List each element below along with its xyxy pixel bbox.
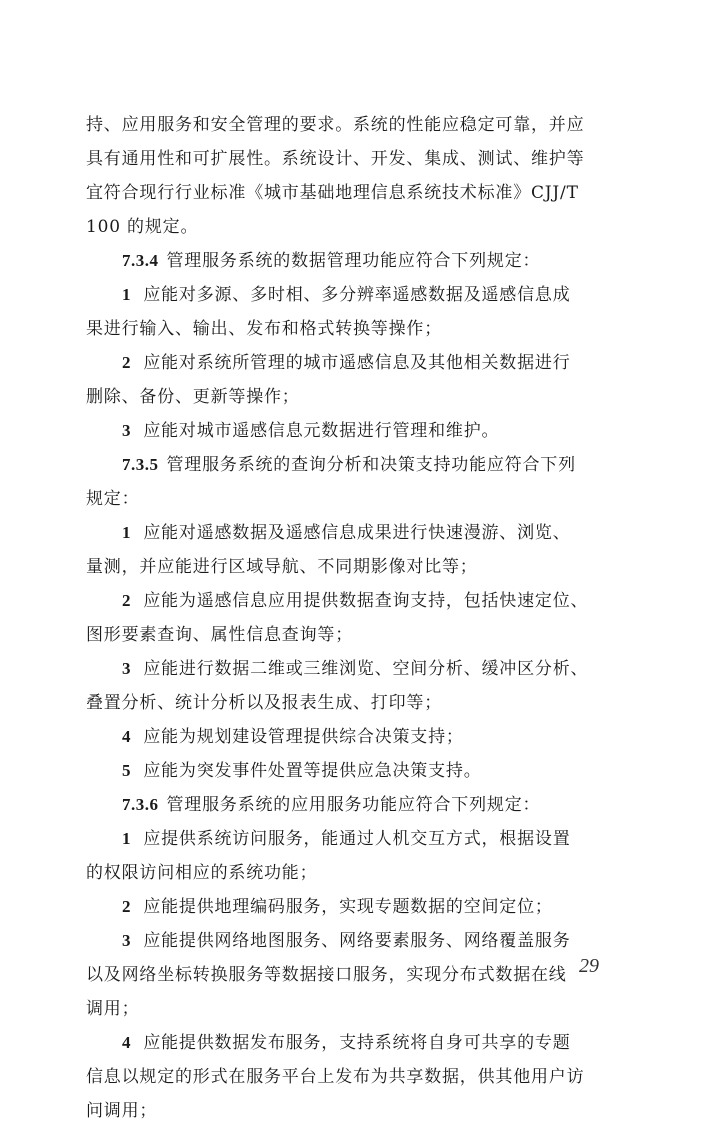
line-text: 管理服务系统的数据管理功能应符合下列规定：	[166, 251, 541, 271]
text-line	[86, 312, 626, 346]
item-number: 4	[122, 1033, 132, 1052]
section-number: 7.3.5	[122, 455, 159, 474]
line-text: 规定：	[86, 489, 140, 509]
text-line	[86, 856, 626, 890]
item-number: 4	[122, 727, 132, 746]
line-text: 信息以规定的形式在服务平台上发布为共享数据，供其他用户访	[86, 1067, 585, 1087]
item-number: 2	[122, 353, 132, 372]
line-text: 应能对多源、多时相、多分辨率遥感数据及遥感信息成	[143, 285, 571, 305]
text-line	[86, 482, 626, 516]
line-text: 调用；	[86, 999, 140, 1019]
line-text: 量测，并应能进行区域导航、不同期影像对比等；	[86, 557, 478, 577]
line-text: 的权限访问相应的系统功能；	[86, 863, 318, 883]
text-line	[86, 686, 626, 720]
text-line	[86, 1094, 626, 1128]
page-number: 29	[579, 955, 599, 977]
line-text: 应能对城市遥感信息元数据进行管理和维护。	[143, 421, 500, 441]
line-text: 应能提供地理编码服务，实现专题数据的空间定位；	[143, 897, 553, 917]
text-line	[86, 550, 626, 584]
text-line	[86, 516, 626, 550]
line-text: 应能提供数据发布服务，支持系统将自身可共享的专题	[143, 1033, 571, 1053]
item-number: 2	[122, 897, 132, 916]
text-line	[86, 210, 626, 244]
line-text: 应能为遥感信息应用提供数据查询支持，包括快速定位、	[143, 591, 589, 611]
text-line	[86, 584, 626, 618]
text-line	[86, 924, 626, 958]
line-text: 应提供系统访问服务，能通过人机交互方式，根据设置	[143, 829, 571, 849]
line-text: 叠置分析、统计分析以及报表生成、打印等；	[86, 693, 442, 713]
text-line	[86, 1060, 626, 1094]
text-line	[86, 992, 626, 1026]
line-text: 持、应用服务和安全管理的要求。系统的性能应稳定可靠，并应	[86, 115, 585, 135]
section-number: 7.3.4	[122, 251, 159, 270]
item-number: 3	[122, 659, 132, 678]
text-line	[86, 244, 626, 278]
line-text: 以及网络坐标转换服务等数据接口服务，实现分布式数据在线	[86, 965, 567, 985]
item-number: 1	[122, 523, 132, 542]
line-text: 果进行输入、输出、发布和格式转换等操作；	[86, 319, 442, 339]
text-line	[86, 754, 626, 788]
line-text: 应能为突发事件处置等提供应急决策支持。	[143, 761, 482, 781]
text-line	[86, 822, 626, 856]
text-line	[86, 1026, 626, 1060]
item-number: 2	[122, 591, 132, 610]
line-text: 应能为规划建设管理提供综合决策支持；	[143, 727, 464, 747]
item-number: 3	[122, 421, 132, 440]
line-text: 应能对遥感数据及遥感信息成果进行快速漫游、浏览、	[143, 523, 571, 543]
item-number: 5	[122, 761, 132, 780]
item-number: 1	[122, 285, 132, 304]
line-text: 100 的规定。	[86, 217, 199, 237]
text-line	[86, 788, 626, 822]
line-text: 应能提供网络地图服务、网络要素服务、网络覆盖服务	[143, 931, 571, 951]
line-text: 问调用；	[86, 1101, 158, 1121]
line-text: 宜符合现行行业标准《城市基础地理信息系统技术标准》CJJ/T	[86, 183, 579, 203]
text-line	[86, 652, 626, 686]
text-line	[86, 346, 626, 380]
document-body	[86, 108, 626, 1128]
text-line	[86, 958, 626, 992]
text-line	[86, 448, 626, 482]
line-text: 应能进行数据二维或三维浏览、空间分析、缓冲区分析、	[143, 659, 589, 679]
line-text: 删除、备份、更新等操作；	[86, 387, 300, 407]
text-line	[86, 414, 626, 448]
line-text: 图形要素查询、属性信息查询等；	[86, 625, 353, 645]
section-number: 7.3.6	[122, 795, 159, 814]
line-text: 具有通用性和可扩展性。系统设计、开发、集成、测试、维护等	[86, 149, 585, 169]
text-line	[86, 380, 626, 414]
line-text: 应能对系统所管理的城市遥感信息及其他相关数据进行	[143, 353, 571, 373]
item-number: 3	[122, 931, 132, 950]
text-line	[86, 176, 626, 210]
text-line	[86, 890, 626, 924]
line-text: 管理服务系统的查询分析和决策支持功能应符合下列	[166, 455, 576, 475]
text-line	[86, 142, 626, 176]
text-line	[86, 278, 626, 312]
text-line	[86, 108, 626, 142]
line-text: 管理服务系统的应用服务功能应符合下列规定：	[166, 795, 541, 815]
text-line	[86, 720, 626, 754]
item-number: 1	[122, 829, 132, 848]
text-line	[86, 618, 626, 652]
